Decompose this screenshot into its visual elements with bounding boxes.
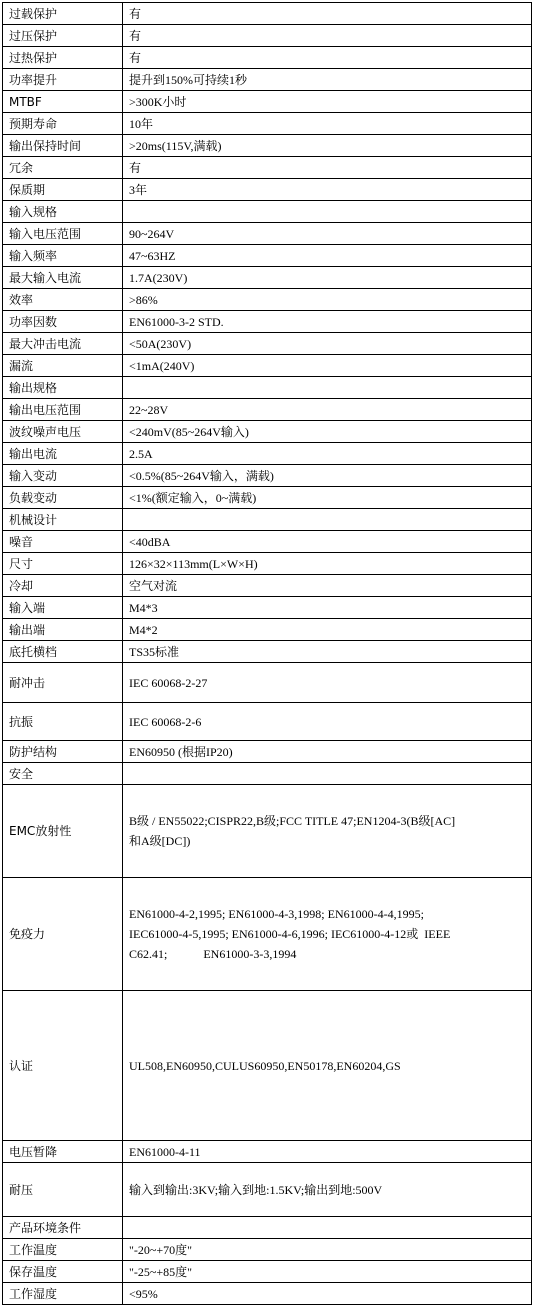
spec-value-cell: <1mA(240V) [123, 355, 532, 377]
table-row [3, 531, 532, 553]
spec-label-cell: 输入频率 [3, 245, 123, 267]
table-row [3, 991, 532, 1141]
spec-label-cell: 过压保护 [3, 25, 123, 47]
spec-value-cell: 2.5A [123, 443, 532, 465]
spec-label-cell: 噪音 [3, 531, 123, 553]
table-row [3, 113, 532, 135]
spec-value-cell: EN61000-4-2,1995; EN61000-4-3,1998; EN61000-4-4,1995; IEC61000-4-5,1995; EN61000-4-6,1996; IEC61000-4-12或 IEEE C62.41; EN61000-3-3,1994 [123, 878, 532, 991]
spec-label-cell: 输出电流 [3, 443, 123, 465]
table-row [3, 1163, 532, 1217]
table-row [3, 333, 532, 355]
spec-value-cell: 有 [123, 157, 532, 179]
table-row [3, 245, 532, 267]
spec-value-cell: >86% [123, 289, 532, 311]
table-row [3, 399, 532, 421]
table-row [3, 597, 532, 619]
spec-label-cell: 波纹噪声电压 [3, 421, 123, 443]
table-row [3, 619, 532, 641]
spec-label-cell: 过载保护 [3, 3, 123, 25]
spec-label-cell: 效率 [3, 289, 123, 311]
spec-value-cell: 有 [123, 3, 532, 25]
spec-value-cell: 输入到输出:3KV;输入到地:1.5KV;输出到地:500V [123, 1163, 532, 1217]
spec-label-cell: 最大输入电流 [3, 267, 123, 289]
spec-value-cell: IEC 60068-2-27 [123, 663, 532, 703]
spec-label-cell: 功率提升 [3, 69, 123, 91]
table-row [3, 311, 532, 333]
table-row [3, 91, 532, 113]
table-row [3, 355, 532, 377]
spec-value-cell: B级 / EN55022;CISPR22,B级;FCC TITLE 47;EN1204-3(B级[AC] 和A级[DC]) [123, 785, 532, 878]
spec-value-cell: <1%(额定输入，0~满载) [123, 487, 532, 509]
table-row [3, 553, 532, 575]
spec-label-cell: 防护结构 [3, 741, 123, 763]
spec-label-cell: 最大冲击电流 [3, 333, 123, 355]
spec-label-cell: 输出端 [3, 619, 123, 641]
table-row [3, 377, 532, 399]
spec-value-cell [123, 201, 532, 223]
table-row [3, 47, 532, 69]
spec-value-cell: EN60950 (根据IP20) [123, 741, 532, 763]
table-row [3, 157, 532, 179]
spec-label-cell: 底托横档 [3, 641, 123, 663]
spec-value-cell: 22~28V [123, 399, 532, 421]
table-row [3, 465, 532, 487]
spec-label-cell: 产品环境条件 [3, 1217, 123, 1239]
spec-label-cell: 漏流 [3, 355, 123, 377]
spec-label-cell: 保存温度 [3, 1261, 123, 1283]
spec-label-cell: 预期寿命 [3, 113, 123, 135]
table-row [3, 201, 532, 223]
spec-label-cell: 功率因数 [3, 311, 123, 333]
spec-value-cell: <50A(230V) [123, 333, 532, 355]
spec-value-cell: 47~63HZ [123, 245, 532, 267]
spec-value-cell: 提升到150%可持续1秒 [123, 69, 532, 91]
spec-value-cell: <240mV(85~264V输入) [123, 421, 532, 443]
spec-label-cell: 负载变动 [3, 487, 123, 509]
spec-value-cell: 空气对流 [123, 575, 532, 597]
table-row [3, 223, 532, 245]
spec-label-cell: 电压暂降 [3, 1141, 123, 1163]
spec-label-cell: 工作湿度 [3, 1283, 123, 1305]
spec-label-cell: 输出电压范围 [3, 399, 123, 421]
spec-value-cell [123, 763, 532, 785]
table-row [3, 1283, 532, 1305]
spec-label-cell: 输出规格 [3, 377, 123, 399]
spec-value-cell: EN61000-4-11 [123, 1141, 532, 1163]
table-row [3, 785, 532, 878]
spec-label-cell: 耐冲击 [3, 663, 123, 703]
spec-value-cell: <95% [123, 1283, 532, 1305]
table-row [3, 267, 532, 289]
spec-value-cell: "-25~+85度" [123, 1261, 532, 1283]
spec-label-cell: 输出保持时间 [3, 135, 123, 157]
spec-label-cell: EMC放射性 [3, 785, 123, 878]
table-row [3, 443, 532, 465]
spec-label-cell: 抗振 [3, 703, 123, 741]
spec-value-cell [123, 509, 532, 531]
spec-value-cell: >300K小时 [123, 91, 532, 113]
table-row [3, 25, 532, 47]
spec-value-cell: "-20~+70度" [123, 1239, 532, 1261]
spec-value-cell: IEC 60068-2-6 [123, 703, 532, 741]
spec-value-cell: <40dBA [123, 531, 532, 553]
table-row [3, 3, 532, 25]
spec-label-cell: 机械设计 [3, 509, 123, 531]
spec-value-cell: 有 [123, 25, 532, 47]
table-row [3, 1217, 532, 1239]
spec-value-cell [123, 1217, 532, 1239]
table-row [3, 509, 532, 531]
table-row [3, 289, 532, 311]
table-row [3, 575, 532, 597]
spec-label-cell: 冗余 [3, 157, 123, 179]
spec-value-cell [123, 377, 532, 399]
spec-label-cell: 冷却 [3, 575, 123, 597]
spec-label-cell: 输入变动 [3, 465, 123, 487]
table-row [3, 741, 532, 763]
table-row [3, 663, 532, 703]
spec-label-cell: 工作温度 [3, 1239, 123, 1261]
spec-value-cell: 10年 [123, 113, 532, 135]
table-row [3, 487, 532, 509]
spec-label-cell: 保质期 [3, 179, 123, 201]
table-row [3, 1141, 532, 1163]
spec-label-cell: 输入规格 [3, 201, 123, 223]
spec-value-cell: <0.5%(85~264V输入，满载) [123, 465, 532, 487]
spec-value-cell: M4*2 [123, 619, 532, 641]
table-row [3, 1239, 532, 1261]
spec-table-body [3, 3, 532, 1305]
spec-value-cell: TS35标准 [123, 641, 532, 663]
spec-table [2, 2, 532, 1305]
table-row [3, 703, 532, 741]
spec-label-cell: 尺寸 [3, 553, 123, 575]
spec-label-cell: MTBF [3, 91, 123, 113]
spec-label-cell: 过热保护 [3, 47, 123, 69]
spec-value-cell: 90~264V [123, 223, 532, 245]
table-row [3, 1261, 532, 1283]
spec-value-cell: 3年 [123, 179, 532, 201]
spec-value-cell: >20ms(115V,满载) [123, 135, 532, 157]
table-row [3, 421, 532, 443]
spec-value-cell: 有 [123, 47, 532, 69]
spec-label-cell: 输入端 [3, 597, 123, 619]
spec-label-cell: 耐压 [3, 1163, 123, 1217]
table-row [3, 763, 532, 785]
spec-label-cell: 输入电压范围 [3, 223, 123, 245]
table-row [3, 179, 532, 201]
spec-value-cell: UL508,EN60950,CULUS60950,EN50178,EN60204,GS [123, 991, 532, 1141]
spec-label-cell: 免疫力 [3, 878, 123, 991]
table-row [3, 878, 532, 991]
table-row [3, 135, 532, 157]
spec-value-cell: EN61000-3-2 STD. [123, 311, 532, 333]
spec-value-cell: 126×32×113mm(L×W×H) [123, 553, 532, 575]
spec-value-cell: 1.7A(230V) [123, 267, 532, 289]
table-row [3, 641, 532, 663]
spec-value-cell: M4*3 [123, 597, 532, 619]
table-row [3, 69, 532, 91]
spec-label-cell: 安全 [3, 763, 123, 785]
spec-label-cell: 认证 [3, 991, 123, 1141]
